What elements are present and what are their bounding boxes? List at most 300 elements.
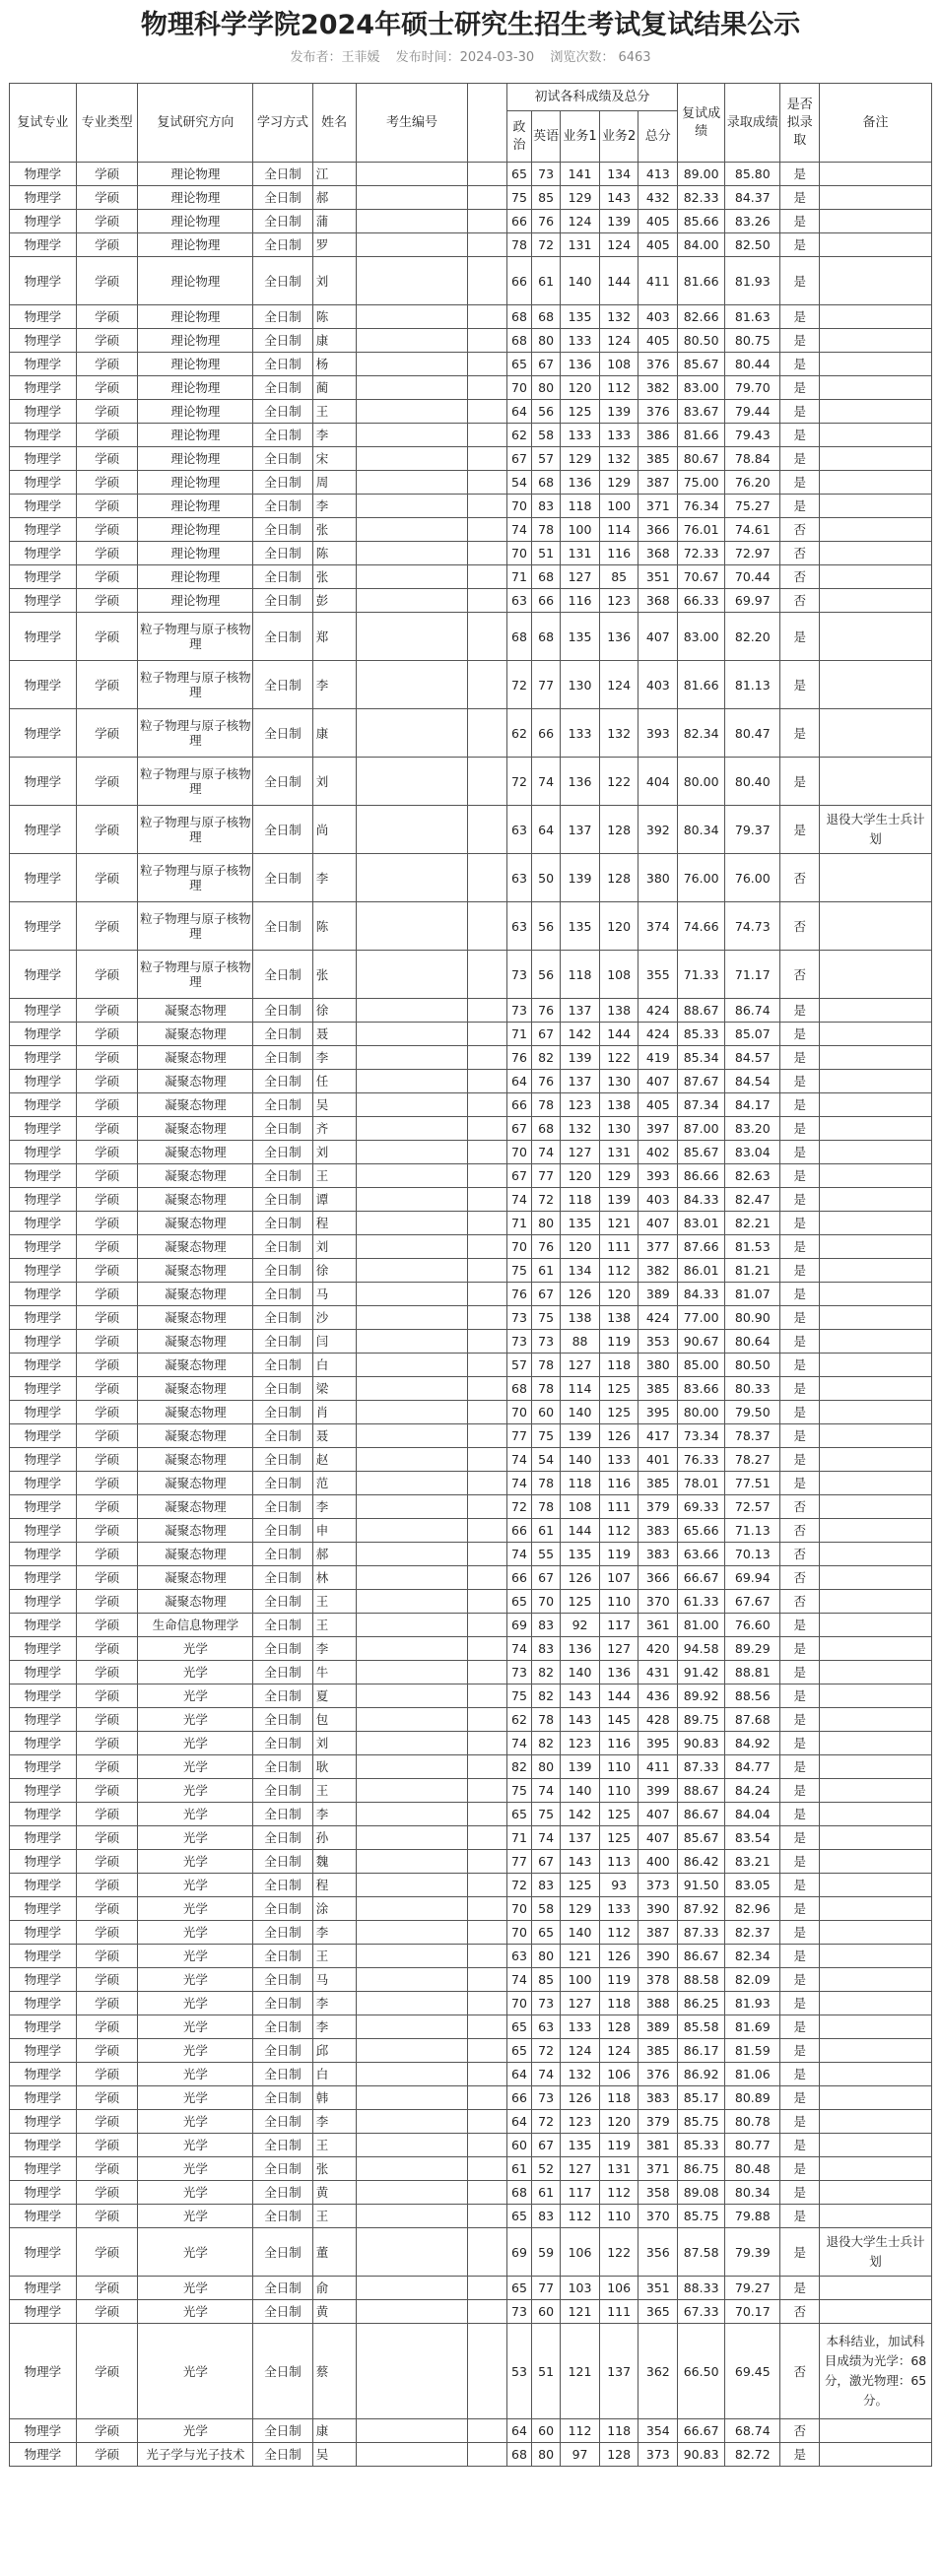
- cell-note: [820, 1212, 932, 1235]
- cell-total: 405: [639, 233, 678, 257]
- cell-english: 78: [532, 1472, 561, 1495]
- cell-id: [356, 2157, 468, 2181]
- cell-admit-score: 80.75: [725, 329, 780, 353]
- cell-english: 61: [532, 1519, 561, 1543]
- cell-english: 72: [532, 2110, 561, 2134]
- col-admit: 是否拟录取: [780, 84, 820, 163]
- cell-subj2: 118: [599, 1992, 639, 2015]
- cell-admit: 是: [780, 329, 820, 353]
- cell-mode: 全日制: [253, 1259, 313, 1283]
- cell-subj2: 111: [599, 1495, 639, 1519]
- table-row: [10, 1117, 932, 1141]
- cell-name: 徐: [312, 999, 356, 1023]
- cell-type: 学硕: [76, 2086, 138, 2110]
- cell-direction: 理论物理: [138, 233, 253, 257]
- cell-direction: 粒子物理与原子核物理: [138, 902, 253, 951]
- cell-type: 学硕: [76, 2324, 138, 2419]
- cell-mode: 全日制: [253, 2300, 313, 2324]
- table-row: [10, 1779, 932, 1803]
- cell-blank: [468, 1684, 507, 1708]
- cell-id: [356, 424, 468, 447]
- cell-admit-score: 88.56: [725, 1684, 780, 1708]
- cell-type: 学硕: [76, 1235, 138, 1259]
- cell-subj2: 124: [599, 2039, 639, 2063]
- cell-admit-score: 70.13: [725, 1543, 780, 1566]
- cell-note: [820, 186, 932, 210]
- cell-subj1: 106: [561, 2228, 600, 2277]
- cell-total: 393: [639, 709, 678, 758]
- cell-politics: 65: [506, 163, 531, 186]
- cell-id: [356, 1921, 468, 1945]
- cell-subj2: 125: [599, 1377, 639, 1401]
- cell-mode: 全日制: [253, 1661, 313, 1684]
- cell-politics: 66: [506, 1519, 531, 1543]
- cell-subj2: 144: [599, 257, 639, 305]
- cell-type: 学硕: [76, 1661, 138, 1684]
- cell-type: 学硕: [76, 2134, 138, 2157]
- cell-english: 72: [532, 1188, 561, 1212]
- cell-mode: 全日制: [253, 2086, 313, 2110]
- cell-subj1: 140: [561, 1448, 600, 1472]
- cell-subj2: 112: [599, 2181, 639, 2205]
- cell-mode: 全日制: [253, 1424, 313, 1448]
- cell-note: [820, 1850, 932, 1874]
- table-row: [10, 495, 932, 518]
- cell-admit-score: 74.61: [725, 518, 780, 542]
- cell-politics: 57: [506, 1354, 531, 1377]
- cell-politics: 65: [506, 1590, 531, 1614]
- cell-subj1: 139: [561, 1424, 600, 1448]
- cell-politics: 63: [506, 589, 531, 613]
- cell-politics: 70: [506, 1897, 531, 1921]
- table-row: [10, 1519, 932, 1543]
- cell-politics: 70: [506, 1235, 531, 1259]
- cell-id: [356, 902, 468, 951]
- cell-direction: 粒子物理与原子核物理: [138, 661, 253, 709]
- cell-blank: [468, 1992, 507, 2015]
- cell-admit: 否: [780, 2300, 820, 2324]
- cell-mode: 全日制: [253, 1779, 313, 1803]
- cell-admit-score: 85.80: [725, 163, 780, 186]
- cell-admit-score: 80.50: [725, 1354, 780, 1377]
- cell-retest: 83.00: [678, 613, 725, 661]
- cell-admit-score: 81.53: [725, 1235, 780, 1259]
- table-row: [10, 1566, 932, 1590]
- cell-admit-score: 80.33: [725, 1377, 780, 1401]
- cell-direction: 凝聚态物理: [138, 1401, 253, 1424]
- cell-type: 学硕: [76, 1992, 138, 2015]
- cell-politics: 70: [506, 1141, 531, 1164]
- cell-note: [820, 2157, 932, 2181]
- cell-mode: 全日制: [253, 1448, 313, 1472]
- cell-english: 59: [532, 2228, 561, 2277]
- cell-admit: 否: [780, 1543, 820, 1566]
- cell-note: [820, 471, 932, 495]
- cell-mode: 全日制: [253, 518, 313, 542]
- cell-total: 351: [639, 565, 678, 589]
- cell-subj1: 129: [561, 447, 600, 471]
- cell-total: 405: [639, 210, 678, 233]
- cell-english: 70: [532, 1590, 561, 1614]
- cell-subj1: 137: [561, 999, 600, 1023]
- cell-subj2: 120: [599, 2110, 639, 2134]
- cell-admit: 是: [780, 257, 820, 305]
- cell-total: 404: [639, 758, 678, 806]
- cell-english: 55: [532, 1543, 561, 1566]
- cell-id: [356, 1046, 468, 1070]
- cell-subj2: 108: [599, 951, 639, 999]
- cell-retest: 78.01: [678, 1472, 725, 1495]
- cell-major: 物理学: [10, 1306, 77, 1330]
- cell-major: 物理学: [10, 661, 77, 709]
- cell-type: 学硕: [76, 471, 138, 495]
- cell-total: 413: [639, 163, 678, 186]
- cell-id: [356, 1164, 468, 1188]
- cell-type: 学硕: [76, 424, 138, 447]
- cell-direction: 光学: [138, 1850, 253, 1874]
- cell-retest: 85.33: [678, 2134, 725, 2157]
- cell-direction: 粒子物理与原子核物理: [138, 709, 253, 758]
- cell-politics: 68: [506, 1377, 531, 1401]
- cell-note: [820, 376, 932, 400]
- cell-subj2: 129: [599, 1164, 639, 1188]
- cell-mode: 全日制: [253, 1684, 313, 1708]
- cell-id: [356, 1023, 468, 1046]
- cell-major: 物理学: [10, 1803, 77, 1826]
- cell-retest: 80.00: [678, 758, 725, 806]
- cell-blank: [468, 2063, 507, 2086]
- cell-type: 学硕: [76, 854, 138, 902]
- cell-admit-score: 79.27: [725, 2277, 780, 2300]
- cell-total: 405: [639, 329, 678, 353]
- cell-major: 物理学: [10, 1212, 77, 1235]
- cell-admit: 否: [780, 589, 820, 613]
- cell-note: [820, 257, 932, 305]
- cell-subj2: 132: [599, 709, 639, 758]
- cell-politics: 63: [506, 806, 531, 854]
- table-row: [10, 2039, 932, 2063]
- cell-subj2: 133: [599, 1897, 639, 1921]
- cell-note: [820, 1661, 932, 1684]
- cell-admit-score: 80.89: [725, 2086, 780, 2110]
- table-row: [10, 1306, 932, 1330]
- cell-blank: [468, 1188, 507, 1212]
- cell-id: [356, 1732, 468, 1755]
- cell-admit: 是: [780, 1424, 820, 1448]
- cell-mode: 全日制: [253, 424, 313, 447]
- cell-note: [820, 353, 932, 376]
- cell-id: [356, 1755, 468, 1779]
- cell-politics: 75: [506, 1684, 531, 1708]
- col-admit-score: 录取成绩: [725, 84, 780, 163]
- cell-name: 李: [312, 1803, 356, 1826]
- cell-direction: 光学: [138, 2134, 253, 2157]
- cell-note: [820, 2063, 932, 2086]
- page-title: 物理科学学院2024年硕士研究生招生考试复试结果公示: [140, 10, 801, 40]
- cell-note: [820, 424, 932, 447]
- cell-mode: 全日制: [253, 376, 313, 400]
- cell-major: 物理学: [10, 1117, 77, 1141]
- cell-id: [356, 1424, 468, 1448]
- cell-admit-score: 80.48: [725, 2157, 780, 2181]
- cell-total: 407: [639, 1803, 678, 1826]
- cell-major: 物理学: [10, 1235, 77, 1259]
- cell-english: 83: [532, 495, 561, 518]
- cell-politics: 70: [506, 376, 531, 400]
- cell-english: 80: [532, 1212, 561, 1235]
- cell-admit-score: 83.20: [725, 1117, 780, 1141]
- cell-direction: 理论物理: [138, 376, 253, 400]
- cell-mode: 全日制: [253, 2015, 313, 2039]
- cell-name: 罗: [312, 233, 356, 257]
- cell-mode: 全日制: [253, 1306, 313, 1330]
- cell-id: [356, 999, 468, 1023]
- cell-retest: 81.66: [678, 257, 725, 305]
- cell-subj1: 133: [561, 424, 600, 447]
- cell-mode: 全日制: [253, 1212, 313, 1235]
- cell-name: 张: [312, 565, 356, 589]
- cell-note: [820, 1188, 932, 1212]
- cell-english: 76: [532, 210, 561, 233]
- cell-blank: [468, 589, 507, 613]
- table-row: [10, 1235, 932, 1259]
- cell-subj1: 116: [561, 589, 600, 613]
- cell-direction: 凝聚态物理: [138, 1259, 253, 1283]
- cell-total: 424: [639, 999, 678, 1023]
- cell-total: 390: [639, 1897, 678, 1921]
- cell-mode: 全日制: [253, 709, 313, 758]
- cell-id: [356, 613, 468, 661]
- cell-subj1: 124: [561, 210, 600, 233]
- cell-direction: 光学: [138, 1921, 253, 1945]
- cell-type: 学硕: [76, 1637, 138, 1661]
- cell-admit-score: 78.37: [725, 1424, 780, 1448]
- cell-politics: 68: [506, 2181, 531, 2205]
- cell-admit: 是: [780, 1070, 820, 1093]
- cell-subj2: 126: [599, 1424, 639, 1448]
- cell-blank: [468, 495, 507, 518]
- article-meta: [0, 45, 941, 73]
- cell-id: [356, 1093, 468, 1117]
- cell-retest: 85.34: [678, 1046, 725, 1070]
- cell-retest: 82.34: [678, 709, 725, 758]
- cell-subj1: 138: [561, 1306, 600, 1330]
- cell-politics: 68: [506, 305, 531, 329]
- cell-retest: 84.00: [678, 233, 725, 257]
- cell-politics: 74: [506, 518, 531, 542]
- cell-mode: 全日制: [253, 2181, 313, 2205]
- cell-subj2: 128: [599, 2015, 639, 2039]
- cell-direction: 光学: [138, 2419, 253, 2443]
- cell-note: [820, 1732, 932, 1755]
- cell-id: [356, 1637, 468, 1661]
- cell-subj2: 136: [599, 613, 639, 661]
- cell-direction: 凝聚态物理: [138, 1424, 253, 1448]
- cell-name: 夏: [312, 1684, 356, 1708]
- cell-mode: 全日制: [253, 806, 313, 854]
- cell-subj2: 124: [599, 661, 639, 709]
- cell-admit: 是: [780, 1259, 820, 1283]
- cell-major: 物理学: [10, 806, 77, 854]
- cell-admit: 是: [780, 1377, 820, 1401]
- cell-major: 物理学: [10, 2181, 77, 2205]
- cell-major: 物理学: [10, 1330, 77, 1354]
- cell-note: [820, 518, 932, 542]
- cell-subj1: 121: [561, 2300, 600, 2324]
- cell-subj1: 126: [561, 2086, 600, 2110]
- cell-english: 75: [532, 1803, 561, 1826]
- cell-subj2: 107: [599, 1566, 639, 1590]
- cell-note: [820, 1070, 932, 1093]
- cell-id: [356, 2443, 468, 2467]
- cell-politics: 67: [506, 1164, 531, 1188]
- cell-admit-score: 81.21: [725, 1259, 780, 1283]
- cell-type: 学硕: [76, 542, 138, 565]
- cell-blank: [468, 1826, 507, 1850]
- cell-english: 76: [532, 1235, 561, 1259]
- cell-direction: 理论物理: [138, 565, 253, 589]
- cell-total: 368: [639, 542, 678, 565]
- cell-type: 学硕: [76, 613, 138, 661]
- cell-politics: 75: [506, 1779, 531, 1803]
- cell-direction: 凝聚态物理: [138, 1495, 253, 1519]
- cell-name: 李: [312, 424, 356, 447]
- cell-admit-score: 81.06: [725, 2063, 780, 2086]
- table-row: [10, 1897, 932, 1921]
- cell-english: 85: [532, 186, 561, 210]
- cell-direction: 光学: [138, 1992, 253, 2015]
- cell-major: 物理学: [10, 1590, 77, 1614]
- cell-total: 387: [639, 471, 678, 495]
- cell-politics: 64: [506, 2063, 531, 2086]
- cell-type: 学硕: [76, 806, 138, 854]
- cell-english: 67: [532, 1850, 561, 1874]
- cell-blank: [468, 1117, 507, 1141]
- cell-major: 物理学: [10, 589, 77, 613]
- cell-retest: 72.33: [678, 542, 725, 565]
- cell-total: 388: [639, 1992, 678, 2015]
- cell-note: [820, 709, 932, 758]
- cell-note: 退役大学生士兵计划: [820, 2228, 932, 2277]
- cell-major: 物理学: [10, 1992, 77, 2015]
- cell-english: 78: [532, 1377, 561, 1401]
- cell-note: [820, 1093, 932, 1117]
- cell-english: 82: [532, 1684, 561, 1708]
- cell-total: 370: [639, 1590, 678, 1614]
- cell-english: 77: [532, 1164, 561, 1188]
- cell-major: 物理学: [10, 1424, 77, 1448]
- cell-type: 学硕: [76, 1519, 138, 1543]
- cell-mode: 全日制: [253, 1708, 313, 1732]
- cell-blank: [468, 2277, 507, 2300]
- cell-subj2: 100: [599, 495, 639, 518]
- cell-total: 424: [639, 1023, 678, 1046]
- table-row: [10, 1070, 932, 1093]
- cell-subj2: 130: [599, 1117, 639, 1141]
- cell-name: 任: [312, 1070, 356, 1093]
- cell-total: 397: [639, 1117, 678, 1141]
- cell-admit: 是: [780, 1708, 820, 1732]
- table-row: [10, 1945, 932, 1968]
- cell-direction: 凝聚态物理: [138, 1354, 253, 1377]
- cell-total: 419: [639, 1046, 678, 1070]
- cell-subj1: 126: [561, 1283, 600, 1306]
- cell-name: 白: [312, 2063, 356, 2086]
- cell-blank: [468, 1141, 507, 1164]
- cell-major: 物理学: [10, 2324, 77, 2419]
- cell-subj2: 125: [599, 1826, 639, 1850]
- cell-politics: 68: [506, 613, 531, 661]
- cell-admit-score: 83.21: [725, 1850, 780, 1874]
- cell-direction: 光学: [138, 1779, 253, 1803]
- cell-direction: 光学: [138, 1708, 253, 1732]
- cell-english: 68: [532, 613, 561, 661]
- cell-politics: 70: [506, 1921, 531, 1945]
- cell-english: 82: [532, 1732, 561, 1755]
- cell-subj2: 126: [599, 1945, 639, 1968]
- cell-id: [356, 1306, 468, 1330]
- cell-blank: [468, 1543, 507, 1566]
- cell-blank: [468, 447, 507, 471]
- table-row: [10, 1921, 932, 1945]
- cell-admit-score: 78.84: [725, 447, 780, 471]
- cell-politics: 65: [506, 1803, 531, 1826]
- cell-type: 学硕: [76, 1850, 138, 1874]
- cell-mode: 全日制: [253, 2277, 313, 2300]
- cell-mode: 全日制: [253, 1354, 313, 1377]
- cell-major: 物理学: [10, 1495, 77, 1519]
- cell-type: 学硕: [76, 1117, 138, 1141]
- cell-major: 物理学: [10, 1566, 77, 1590]
- col-subj2: 业务2: [599, 111, 639, 163]
- cell-note: [820, 951, 932, 999]
- cell-politics: 70: [506, 542, 531, 565]
- cell-total: 382: [639, 1259, 678, 1283]
- cell-total: 392: [639, 806, 678, 854]
- cell-mode: 全日制: [253, 257, 313, 305]
- cell-subj2: 117: [599, 1614, 639, 1637]
- cell-blank: [468, 2419, 507, 2443]
- cell-direction: 凝聚态物理: [138, 1164, 253, 1188]
- cell-name: 郝: [312, 186, 356, 210]
- cell-admit: 是: [780, 2157, 820, 2181]
- cell-admit: 是: [780, 2181, 820, 2205]
- cell-subj1: 135: [561, 305, 600, 329]
- cell-major: 物理学: [10, 2419, 77, 2443]
- cell-type: 学硕: [76, 1330, 138, 1354]
- cell-blank: [468, 1235, 507, 1259]
- cell-subj1: 140: [561, 1921, 600, 1945]
- table-row: [10, 565, 932, 589]
- cell-mode: 全日制: [253, 233, 313, 257]
- cell-direction: 光学: [138, 1732, 253, 1755]
- cell-english: 67: [532, 2134, 561, 2157]
- cell-admit: 是: [780, 1164, 820, 1188]
- cell-total: 361: [639, 1614, 678, 1637]
- cell-subj2: 124: [599, 233, 639, 257]
- cell-politics: 74: [506, 1188, 531, 1212]
- cell-english: 56: [532, 951, 561, 999]
- cell-retest: 76.34: [678, 495, 725, 518]
- cell-mode: 全日制: [253, 542, 313, 565]
- cell-total: 379: [639, 1495, 678, 1519]
- cell-name: 刘: [312, 758, 356, 806]
- cell-id: [356, 1212, 468, 1235]
- cell-admit: 否: [780, 1590, 820, 1614]
- cell-blank: [468, 1779, 507, 1803]
- cell-politics: 60: [506, 2134, 531, 2157]
- cell-note: [820, 2039, 932, 2063]
